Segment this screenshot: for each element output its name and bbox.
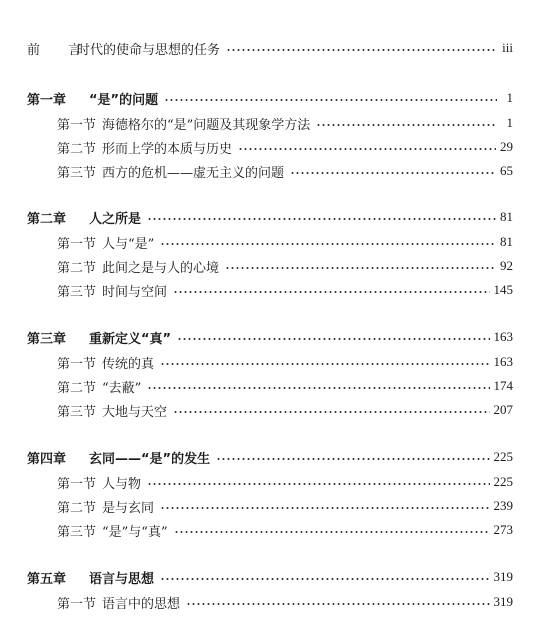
chapter-page-number: 163 (493, 329, 513, 344)
toc-entry-preface[interactable] (27, 38, 513, 58)
dot-leader (177, 337, 489, 341)
section-page-number: 174 (493, 378, 513, 393)
dot-leader (160, 506, 489, 510)
toc-entry-section-4-1[interactable] (57, 472, 513, 492)
preface-page-number: iii (502, 40, 513, 55)
section-label: 第三节 (57, 165, 97, 181)
section-page-number: 81 (500, 234, 513, 249)
toc-entry-section-2-2[interactable] (57, 256, 513, 276)
section-title: 形而上学的本质与历史 (102, 141, 233, 157)
section-page-number: 273 (493, 522, 513, 537)
section-title: 传统的真 (102, 356, 155, 372)
dot-leader (290, 171, 496, 175)
section-page-number: 145 (493, 282, 513, 297)
dot-leader (173, 290, 489, 294)
section-label: 第二节 (57, 500, 97, 516)
section-page-number: 65 (500, 163, 513, 178)
toc-entry-chapter-3[interactable] (27, 327, 513, 347)
section-label: 第一节 (57, 596, 97, 612)
toc-entry-chapter-4[interactable] (27, 447, 513, 467)
chapter-label: 第四章 (27, 451, 67, 467)
toc-entry-section-1-3[interactable] (57, 161, 513, 181)
section-title: 西方的危机——虚无主义的问题 (102, 165, 285, 181)
dot-leader (147, 482, 489, 486)
preface-title: 时代的使命与思想的任务 (77, 42, 221, 58)
chapter-page-number: 81 (500, 209, 513, 224)
toc-entry-section-3-1[interactable] (57, 352, 513, 372)
section-page-number: 319 (493, 594, 513, 609)
section-label: 第三节 (57, 284, 97, 300)
section-title: “去蔽” (102, 380, 142, 396)
toc-entry-section-1-2[interactable] (57, 137, 513, 157)
section-label: 第二节 (57, 380, 97, 396)
toc-entry-section-2-3[interactable] (57, 280, 513, 300)
section-title: 是与玄同 (102, 500, 155, 516)
dot-leader (160, 242, 496, 246)
chapter-page-number: 319 (493, 569, 513, 584)
chapter-title: “是”的问题 (89, 92, 159, 108)
dot-leader (226, 48, 497, 52)
section-page-number: 163 (493, 354, 513, 369)
section-label: 第一节 (57, 236, 97, 252)
section-page-number: 29 (500, 139, 513, 154)
toc-entry-section-4-2[interactable] (57, 496, 513, 516)
dot-leader (316, 123, 497, 127)
dot-leader (173, 410, 489, 414)
chapter-label: 第一章 (27, 92, 67, 108)
toc-entry-section-1-1[interactable] (57, 113, 513, 133)
dot-leader (225, 266, 496, 270)
dot-leader (164, 98, 497, 102)
toc-entry-section-5-1[interactable] (57, 592, 513, 612)
toc-entry-section-2-1[interactable] (57, 232, 513, 252)
chapter-label: 第五章 (27, 571, 67, 587)
section-title: 人与物 (102, 476, 142, 492)
section-label: 第一节 (57, 117, 97, 133)
toc-entry-section-4-3[interactable] (57, 520, 513, 540)
section-label: 第一节 (57, 476, 97, 492)
chapter-title: 人之所是 (89, 211, 142, 227)
toc-entry-section-3-2[interactable] (57, 376, 513, 396)
dot-leader (147, 217, 496, 221)
section-title: “是”与“真” (102, 524, 168, 540)
section-label: 第二节 (57, 141, 97, 157)
chapter-title: 重新定义“真” (89, 331, 172, 347)
chapter-title: 玄同——“是”的发生 (89, 451, 211, 467)
dot-leader (216, 457, 489, 461)
dot-leader (238, 147, 496, 151)
section-label: 第三节 (57, 404, 97, 420)
dot-leader (147, 386, 489, 390)
section-label: 第二节 (57, 260, 97, 276)
chapter-label: 第二章 (27, 211, 67, 227)
chapter-page-number: 225 (493, 449, 513, 464)
section-page-number: 1 (506, 115, 513, 130)
section-title: 海德格尔的“是”问题及其现象学方法 (102, 117, 311, 133)
preface-label: 前 言 (27, 42, 94, 58)
dot-leader (174, 530, 490, 534)
section-title: 大地与天空 (102, 404, 168, 420)
chapter-title: 语言与思想 (89, 571, 155, 587)
section-title: 此间之是与人的心境 (102, 260, 220, 276)
section-label: 第一节 (57, 356, 97, 372)
section-page-number: 92 (500, 258, 513, 273)
chapter-page-number: 1 (506, 90, 513, 105)
toc-entry-chapter-2[interactable] (27, 207, 513, 227)
dot-leader (186, 602, 489, 606)
dot-leader (160, 362, 489, 366)
section-page-number: 239 (493, 498, 513, 513)
section-title: 时间与空间 (102, 284, 168, 300)
toc-entry-chapter-1[interactable] (27, 88, 513, 108)
toc-entry-chapter-5[interactable] (27, 567, 513, 587)
toc-entry-section-3-3[interactable] (57, 400, 513, 420)
chapter-label: 第三章 (27, 331, 67, 347)
section-page-number: 225 (493, 474, 513, 489)
section-title: 语言中的思想 (102, 596, 181, 612)
dot-leader (160, 577, 489, 581)
section-page-number: 207 (493, 402, 513, 417)
section-label: 第三节 (57, 524, 97, 540)
section-title: 人与“是” (102, 236, 155, 252)
